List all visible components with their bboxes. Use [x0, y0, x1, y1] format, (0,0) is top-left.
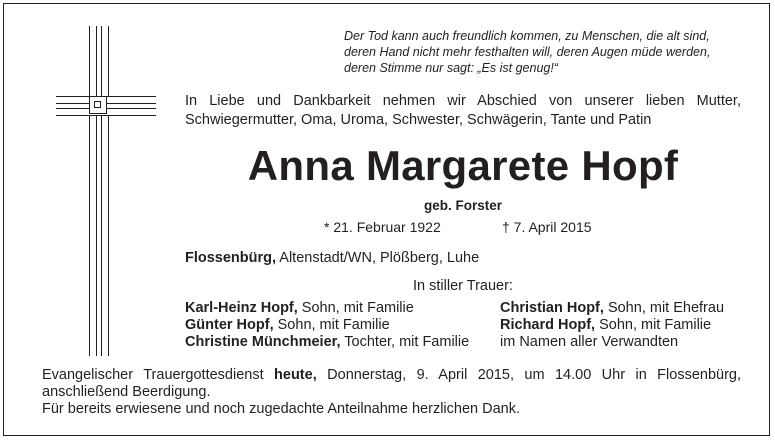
quote-line: deren Hand nicht mehr festhalten will, deren Augen müde werden, [344, 45, 711, 59]
service-info [42, 367, 741, 418]
service-line [42, 367, 741, 384]
cross-icon [56, 26, 156, 356]
main-place: Flossenbürg, [185, 250, 277, 266]
service-today: heute, [274, 367, 317, 383]
places-line [185, 249, 479, 268]
mourner-name: Christian Hopf, [500, 300, 604, 316]
quote-line: deren Stimme nur sagt: „Es ist genug!“ [344, 61, 558, 75]
mourner-name: Günter Hopf, [185, 317, 274, 333]
deceased-name: Anna Margarete Hopf [247, 142, 679, 189]
intro-text [185, 92, 741, 130]
mourner-entry [500, 334, 724, 351]
other-places: Altenstadt/WN, Plößberg, Luhe [276, 250, 480, 266]
mourner-entry [500, 300, 724, 317]
mourner-relation: Sohn, mit Familie [273, 317, 390, 333]
mourner-entry [185, 317, 469, 334]
mourner-relation: im Namen aller Verwandten [500, 334, 679, 350]
service-text-a: Evangelischer Trauergottesdienst [42, 367, 275, 383]
mourner-relation: Tochter, mit Familie [340, 334, 470, 350]
mourner-name: Karl-Heinz Hopf, [185, 300, 298, 316]
burial-line: anschließend Beerdigung. [42, 384, 211, 400]
mourner-entry [185, 300, 469, 317]
mourning-heading: In stiller Trauer: [413, 278, 513, 294]
mourner-entry [185, 334, 469, 351]
maiden-name: geb. Forster [423, 198, 502, 213]
birth-date: * 21. Februar 1922 [324, 219, 441, 235]
mourners-right-column [500, 300, 724, 351]
mourner-name: Christine Münchmeier, [185, 334, 341, 350]
quote-line: Der Tod kann auch freundlich kommen, zu Menschen, die alt sind, [344, 29, 710, 43]
mourners-left-column [185, 300, 469, 351]
death-date: † 7. April 2015 [502, 219, 592, 235]
mourner-entry [500, 317, 724, 334]
intro-line: In Liebe und Dankbarkeit nehmen wir Abschied von unserer lieben Mutter, [185, 93, 741, 109]
service-text-b: Donnerstag, 9. April 2015, um 14.00 Uhr in Flossenbürg, [316, 367, 741, 383]
thanks-line: Für bereits erwiesene und noch zugedachte Anteilnahme herzlichen Dank. [42, 401, 520, 417]
memorial-quote [344, 28, 744, 76]
obituary-frame [3, 3, 770, 436]
mourner-relation: Sohn, mit Familie [297, 300, 414, 316]
mourner-name: Richard Hopf, [500, 317, 596, 333]
mourner-relation: Sohn, mit Ehefrau [603, 300, 725, 316]
intro-line: Schwiegermutter, Oma, Uroma, Schwester, Schwägerin, Tante und Patin [185, 112, 652, 128]
mourner-relation: Sohn, mit Familie [595, 317, 712, 333]
